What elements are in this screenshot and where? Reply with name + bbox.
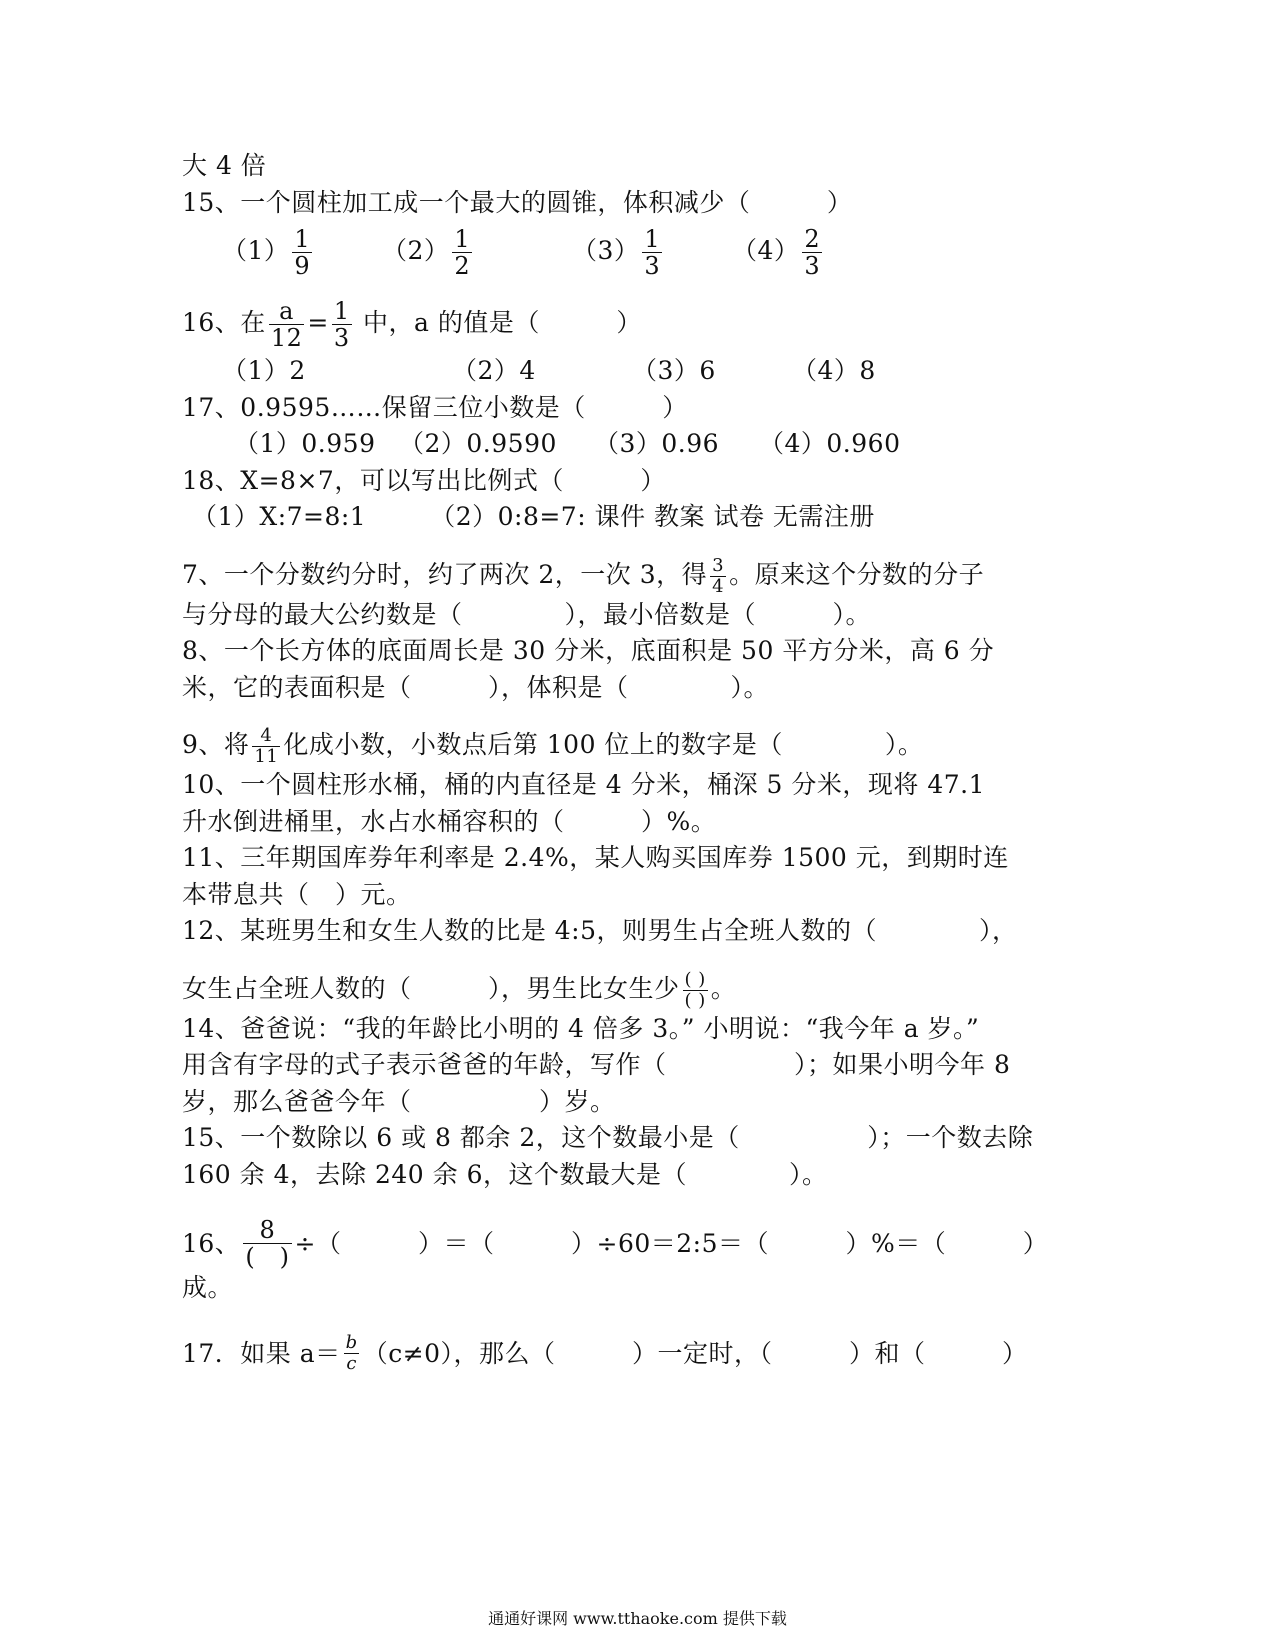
fraction: $\frac{( )}{( )}$ (684, 968, 706, 1011)
option-1: （1）2 (222, 356, 306, 385)
problem-16-cont: 成。 (182, 1273, 234, 1302)
option-2: （2）4 (452, 356, 536, 385)
question-18-options: （1）X:7=8:1 （2）0:8=7: 课件 教案 试卷 无需注册 (192, 502, 875, 531)
option-3: （3） $\frac{1}{3}$ (572, 225, 661, 280)
fraction: $\frac{4}{11}$ (254, 725, 279, 767)
fraction: $\frac{b}{c}$ (345, 1331, 358, 1374)
question-17: 17、0.9595……保留三位小数是（ ） (182, 392, 688, 422)
problem-16: 16、 $\frac{8}{( )}$ ÷（ ）＝（ ）÷60＝2:5＝（ ）%＝（ ） (182, 1216, 1049, 1271)
option-3: （3）6 (632, 356, 716, 385)
fraction: $\frac{3}{4}$ (712, 554, 725, 597)
option-1: （1） $\frac{1}{9}$ (222, 225, 311, 280)
fraction: $\frac{8}{( )}$ (245, 1216, 290, 1271)
question-15: 15、一个圆柱加工成一个最大的圆锥，体积减少（ ） (182, 187, 853, 217)
fraction: $\frac{a}{12}$ (270, 297, 303, 352)
option-4: （4） $\frac{2}{3}$ (732, 225, 821, 280)
problem-11-cont: 本带息共（ ）元。 (182, 879, 412, 909)
problem-8: 8、一个长方体的底面周长是 30 分米，底面积是 50 平方分米，高 6 分 (182, 636, 995, 665)
problem-9: 9、将 $\frac{4}{11}$ 化成小数，小数点后第 100 位上的数字是（ ）。 (182, 725, 924, 767)
problem-14-cont: 用含有字母的式子表示爸爸的年龄，写作（ ）；如果小明今年 8 (182, 1050, 1011, 1079)
problem-14-cont2: 岁，那么爸爸今年（ ）岁。 (182, 1086, 616, 1116)
option-4: （4）0.960 (759, 429, 901, 458)
problem-11: 11、三年期国库券年利率是 2.4%，某人购买国库券 1500 元，到期时连 (182, 843, 1009, 872)
problem-14: 14、爸爸说：“我的年龄比小明的 4 倍多 3。” 小明说：“我今年 a 岁。” (182, 1013, 980, 1043)
question-16-options (182, 353, 1082, 390)
problem-10-cont: 升水倒进桶里，水占水桶容积的（ ）%。 (182, 806, 717, 836)
document-body (182, 148, 1082, 1374)
problem-10: 10、一个圆柱形水桶，桶的内直径是 4 分米，桶深 5 分米，现将 47.1 (182, 770, 986, 799)
problem-15: 15、一个数除以 6 或 8 都余 2，这个数最小是（ ）；一个数去除 (182, 1123, 1034, 1152)
option-2: （2）0.9590 (399, 429, 557, 458)
option-1: （1）0.959 (234, 429, 376, 458)
question-16: 16、在 $\frac{a}{12}$ = $\frac{1}{3}$ 中，a 的值是（ ） (182, 297, 642, 352)
problem-12-cont: 女生占全班人数的（ ），男生比女生少 $\frac{( )}{( )}$ 。 (182, 968, 737, 1011)
question-17-options (182, 426, 1082, 463)
problem-17: 17．如果 a＝ $\frac{b}{c}$ （c≠0），那么（ ）一定时，（ ）和（ ） (182, 1331, 1028, 1374)
option-2: （2） $\frac{1}{2}$ (382, 225, 471, 280)
option-4: （4）8 (792, 356, 876, 385)
text-line: 大 4 倍 (182, 151, 267, 180)
question-15-options (182, 221, 1082, 281)
problem-7-cont: 与分母的最大公约数是（ ），最小倍数是（ ）。 (182, 599, 872, 629)
problem-7: 7、一个分数约分时，约了两次 2，一次 3，得 $\frac{3}{4}$ 。原来这个分数的分子 (182, 554, 985, 597)
question-18: 18、X=8×7，可以写出比例式（ ） (182, 465, 666, 495)
option-3: （3）0.96 (594, 429, 720, 458)
fraction: $\frac{1}{3}$ (333, 297, 350, 352)
page-footer: 通通好课网 www.tthaoke.com 提供下载 (488, 1609, 787, 1628)
problem-8-cont: 米，它的表面积是（ ），体积是（ ）。 (182, 672, 770, 702)
problem-12: 12、某班男生和女生人数的比是 4:5，则男生占全班人数的（ ）， (182, 916, 1018, 945)
problem-15-cont: 160 余 4，去除 240 余 6，这个数最大是（ ）。 (182, 1159, 828, 1189)
